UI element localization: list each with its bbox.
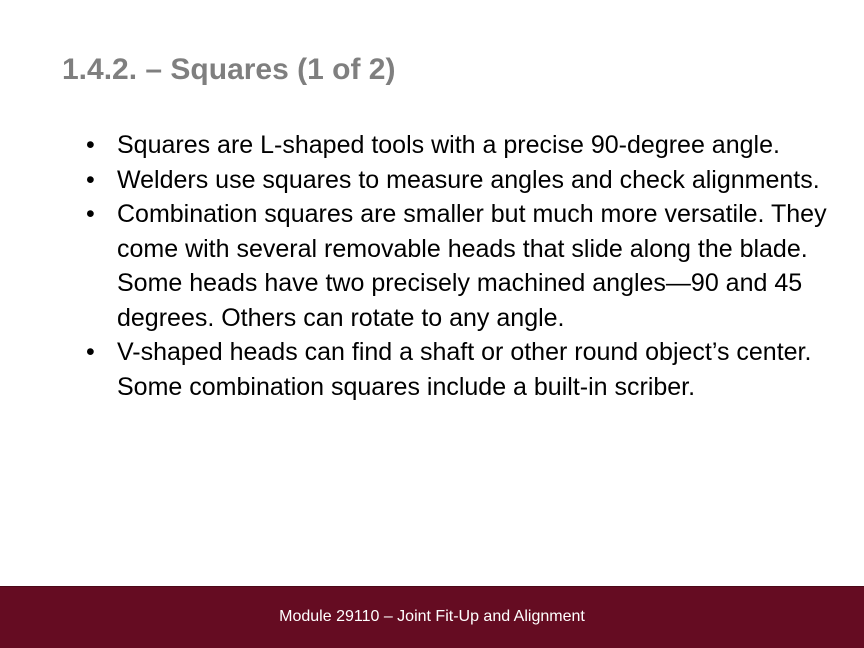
bullet-dot-icon: • xyxy=(86,165,95,194)
footer-text: Module 29110 – Joint Fit-Up and Alignment xyxy=(279,608,585,625)
bullet-text: Combination squares are smaller but much more versatile. They come with several removable heads that slide along the blade. Some heads have two precisely machined angles—90 and 45 degrees. Others can rotate to any angle. xyxy=(117,200,827,332)
bullet-item xyxy=(86,335,846,404)
footer-bar xyxy=(0,586,864,648)
bullet-item xyxy=(86,128,846,163)
bullet-text: V-shaped heads can find a shaft or other round object’s center. Some combination squares include a built-in scriber. xyxy=(117,338,812,401)
bullet-item xyxy=(86,197,846,335)
bullet-item xyxy=(86,163,846,198)
bullet-dot-icon: • xyxy=(86,200,95,228)
bullet-dot-icon: • xyxy=(86,131,95,159)
bullet-dot-icon: • xyxy=(86,338,95,366)
bullet-list xyxy=(86,128,846,404)
slide-title: 1.4.2. – Squares (1 of 2) xyxy=(62,53,396,86)
bullet-text: Squares are L-shaped tools with a precise 90-degree angle. xyxy=(117,131,780,159)
bullet-text: Welders use squares to measure angles and check alignments. xyxy=(117,165,820,194)
